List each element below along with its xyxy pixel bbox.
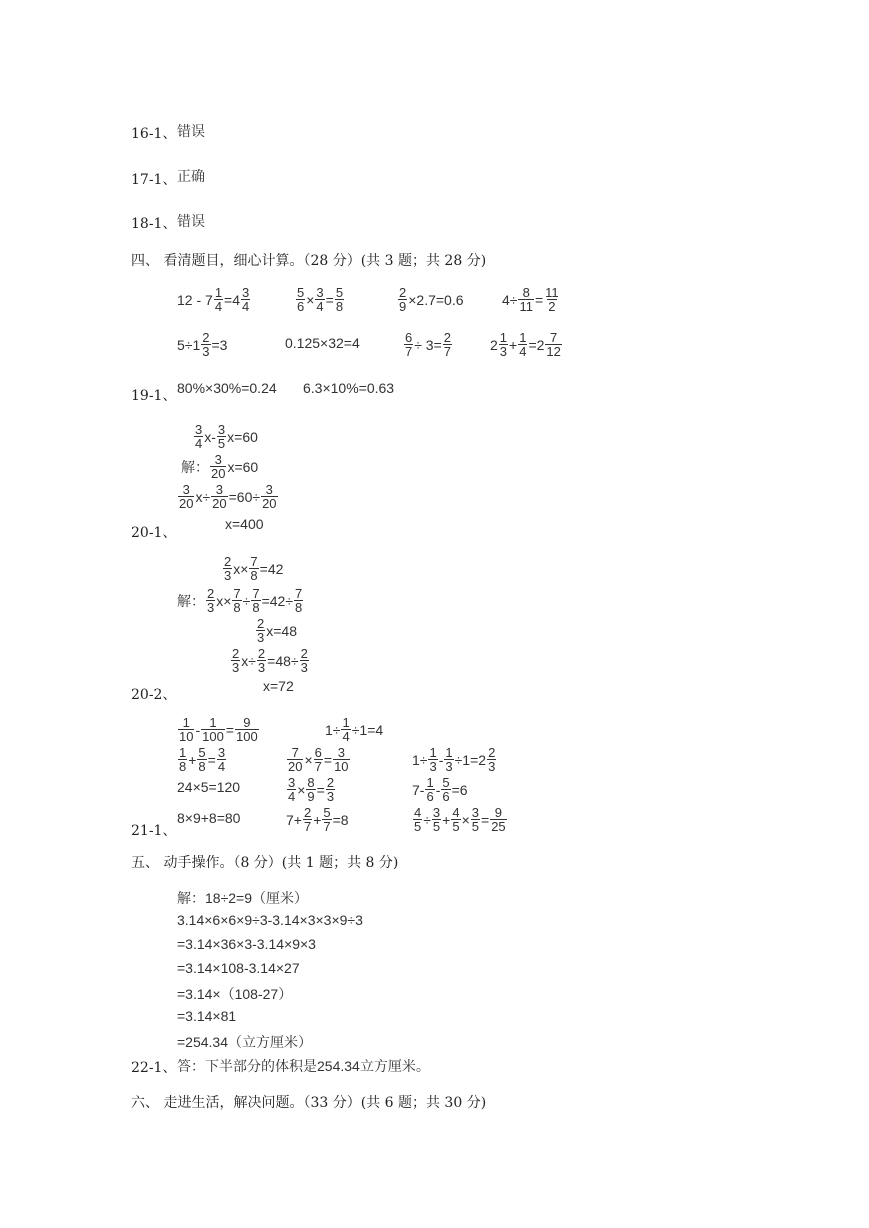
q19-eq-10: 6.3×10%=0.63	[303, 380, 395, 396]
q19-eq-5: 5÷1 $\frac{2}{3}$ =3	[177, 330, 228, 359]
answer-label-19: 19-1、	[131, 388, 177, 404]
q19-eq-9: 80%×30%=0.24	[177, 380, 277, 396]
q19-eq-4: 4÷ $\frac{8}{11}$ = $\frac{11}{2}$	[502, 285, 559, 314]
section-6-title: 六、 走进生活，解决问题。（33 分）(共 6 题；共 30 分)	[131, 1095, 487, 1111]
q22-line-2: 3.14×6×6×9÷3-3.14×3×3×9÷3	[177, 912, 363, 928]
q19-eq-7: $\frac{6}{7}$ ÷ 3= $\frac{2}{7}$	[405, 330, 452, 359]
section-4-title: 四、 看清题目，细心计算。（28 分）(共 3 题；共 28 分)	[131, 253, 487, 269]
q20-2-line-3: 2 3 x=48	[257, 616, 297, 645]
answer-label-17: 17-1、	[131, 172, 177, 188]
q20-2-line-2: 解： 2 3 x× $\frac{7}{8}$ ÷ $\frac{7}{8}$ =42÷ $\frac{7}{8}$	[177, 586, 303, 615]
answer-label-21: 21-1、	[131, 823, 177, 839]
answer-text-18: 错误	[177, 213, 205, 229]
q22-line-1: 解：18÷2=9（厘米）	[177, 890, 309, 906]
section-5-title: 五、 动手操作。（8 分）(共 1 题；共 8 分)	[131, 855, 399, 871]
q20-2-line-1: 2 3 x× $\frac{7}{8}$ =42	[224, 554, 284, 583]
q21-eq-3: 1 8 + $\frac{5}{8}$ = $\frac{3}{4}$	[179, 745, 226, 774]
q21-eq-1: 1 10 - $\frac{1}{100}$ = $\frac{9}{100}$	[179, 715, 258, 744]
q20-1-line-1: 3 4 x- 3 5 x=60	[195, 422, 258, 451]
answer-label-20-1: 20-1、	[131, 525, 177, 541]
q20-1-line-4: x=400	[225, 516, 264, 532]
q22-answer: 答：下半部分的体积是254.34立方厘米。	[177, 1058, 430, 1074]
q20-1-line-3: 3 20 x÷ $\frac{3}{20}$ =60÷ $\frac{3}{20}$	[179, 482, 277, 511]
q21-eq-8: 7- 1 6 - $\frac{5}{6}$ =6	[412, 775, 468, 804]
q19-eq-3: $\frac{2}{9}$ ×2.7=0.6	[399, 285, 464, 314]
answer-label-20-2: 20-2、	[131, 687, 177, 703]
q21-eq-4: $\frac{7}{20}$ × $\frac{6}{7}$ = $\frac{3}{10}$	[288, 745, 349, 774]
q21-eq-11: $\frac{4}{5}$ ÷ $\frac{3}{5}$ + $\frac{4}{5}$ × $\frac{3}{5}$ = $\frac{9}{25}$	[414, 805, 506, 834]
q21-eq-10: 7+ $\frac{2}{7}$ + $\frac{5}{7}$ =8	[286, 805, 349, 834]
q22-line-3: =3.14×36×3-3.14×9×3	[177, 936, 316, 952]
q20-2-line-4: 2 3 x÷ $\frac{2}{3}$ =48÷ $\frac{2}{3}$	[232, 646, 308, 675]
answer-label-18: 18-1、	[131, 216, 177, 232]
q19-eq-2: $\frac{5}{6}$ × $\frac{3}{4}$ = $\frac{5}{8}$	[297, 285, 344, 314]
q20-2-line-5: x=72	[263, 678, 294, 694]
answer-label-16: 16-1、	[131, 126, 177, 142]
q22-line-7: =254.34（立方厘米）	[177, 1034, 312, 1050]
q22-line-5: =3.14×（108-27）	[177, 986, 293, 1002]
answer-label-22: 22-1、	[131, 1060, 177, 1076]
q21-eq-2: 1÷ $\frac{1}{4}$ ÷1=4	[325, 715, 384, 744]
q19-eq-1: 12 - 7 $\frac{1}{4}$ =4 3 4	[177, 285, 250, 314]
q22-line-4: =3.14×108-3.14×27	[177, 960, 300, 976]
q19-eq-8: 2 1 3 + $\frac{1}{4}$ =2 7 12	[490, 330, 561, 359]
q19-eq-6: 0.125×32=4	[285, 335, 360, 351]
q21-eq-5: 1÷ $\frac{1}{3}$ - $\frac{1}{3}$ ÷1=2 2 3	[412, 745, 496, 774]
answer-text-16: 错误	[177, 123, 205, 139]
q21-eq-7: $\frac{3}{4}$ × $\frac{8}{9}$ = $\frac{2}{3}$	[288, 775, 335, 804]
q21-eq-9: 8×9+8=80	[177, 810, 241, 826]
q22-line-6: =3.14×81	[177, 1008, 237, 1024]
q20-1-line-2: 解： 3 20 x=60	[181, 452, 259, 481]
q21-eq-6: 24×5=120	[177, 779, 241, 795]
answer-text-17: 正确	[177, 168, 205, 184]
